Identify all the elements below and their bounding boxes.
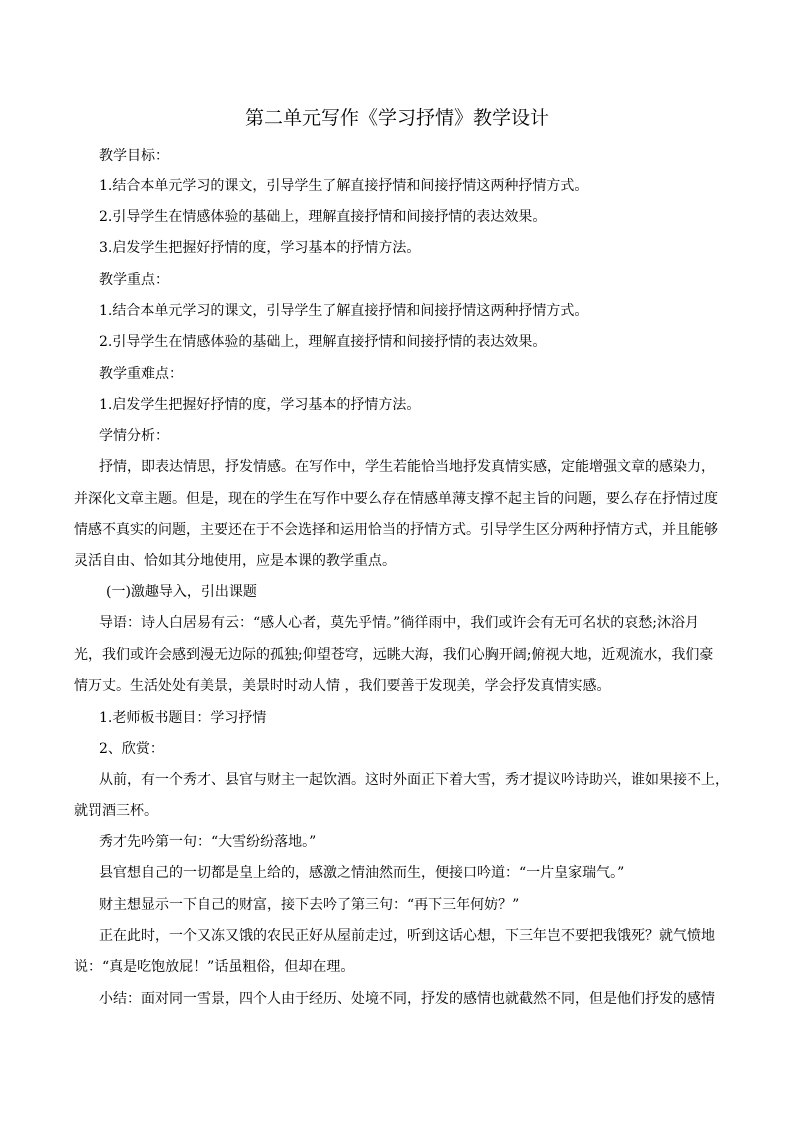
peasant-line-2: 说：“真是吃饱放屁！”话虽粗俗，但却在理。 xyxy=(74,959,355,975)
objective-item-2: 2.引导学生在情感体验的基础上，理解直接抒情和间接抒情的表达效果。 xyxy=(99,209,547,225)
step-one: 1.老师板书题目：学习抒情 xyxy=(99,710,267,726)
analysis-line-2: 并深化文章主题。但是，现在的学生在写作中要么存在情感单薄支撑不起主旨的问题，要么存在抒情过度 xyxy=(74,491,718,507)
scholar-line: 秀才先吟第一句：“大雪纷纷落地。” xyxy=(99,834,317,850)
intro-line-2: 光，我们或许会感到漫无边际的孤独;仰望苍穹，远眺大海，我们心胸开阔;俯视大地，近观流水，我们豪 xyxy=(74,647,714,663)
objective-item-1: 1.结合本单元学习的课文，引导学生了解直接抒情和间接抒情这两种抒情方式。 xyxy=(99,178,589,194)
difficulty-item-1: 1.启发学生把握好抒情的度，学习基本的抒情方法。 xyxy=(99,397,421,413)
story-line-1: 从前，有一个秀才、县官与财主一起饮酒。这时外面正下着大雪，秀才提议吟诗助兴，谁如果接不上， xyxy=(99,772,729,788)
story-line-2: 就罚酒三杯。 xyxy=(74,803,158,819)
difficulties-heading: 教学重难点： xyxy=(99,366,183,382)
official-line: 县官想自己的一切都是皇上给的，感激之情油然而生，便接口吟道：“一片皇家瑞气。” xyxy=(99,865,625,881)
document-title: 第二单元写作《学习抒情》教学设计 xyxy=(244,107,549,129)
section-one-heading: (一)激趣导入，引出课题 xyxy=(106,584,257,600)
key-point-item-2: 2.引导学生在情感体验的基础上，理解直接抒情和间接抒情的表达效果。 xyxy=(99,334,547,350)
analysis-line-3: 情感不真实的问题，主要还在于不会选择和运用恰当的抒情方式。引导学生区分两种抒情方式，并且能够 xyxy=(74,522,718,538)
key-point-item-1: 1.结合本单元学习的课文，引导学生了解直接抒情和间接抒情这两种抒情方式。 xyxy=(99,303,589,319)
step-two: 2、欣赏： xyxy=(99,741,164,757)
intro-line-3: 情万丈。生活处处有美景，美景时时动人情 ，我们要善于发现美，学会抒发真情实感。 xyxy=(74,678,611,694)
analysis-line-4: 灵活自由、恰如其分地使用，应是本课的教学重点。 xyxy=(74,553,396,569)
analysis-line-1: 抒情，即表达情思，抒发情感。在写作中，学生若能恰当地抒发真情实感，定能增强文章的感染力， xyxy=(99,459,715,475)
summary-line: 小结：面对同一雪景，四个人由于经历、处境不同，抒发的感情也就截然不同，但是他们抒发的感情 xyxy=(99,991,715,1007)
intro-line-1: 导语：诗人白居易有云：“感人心者，莫先乎情。”徜徉雨中，我们或许会有无可名状的哀愁;沐浴月 xyxy=(99,615,700,631)
key-points-heading: 教学重点： xyxy=(99,272,169,288)
objective-item-3: 3.启发学生把握好抒情的度，学习基本的抒情方法。 xyxy=(99,240,421,256)
peasant-line-1: 正在此时，一个又冻又饿的农民正好从屋前走过，听到这话心想，下三年岂不要把我饿死？就气愤地 xyxy=(99,928,715,944)
analysis-heading: 学情分析： xyxy=(99,428,169,444)
objectives-heading: 教学目标： xyxy=(99,148,169,164)
rich-man-line: 财主想显示一下自己的财富，接下去吟了第三句：“再下三年何妨？” xyxy=(99,897,520,913)
